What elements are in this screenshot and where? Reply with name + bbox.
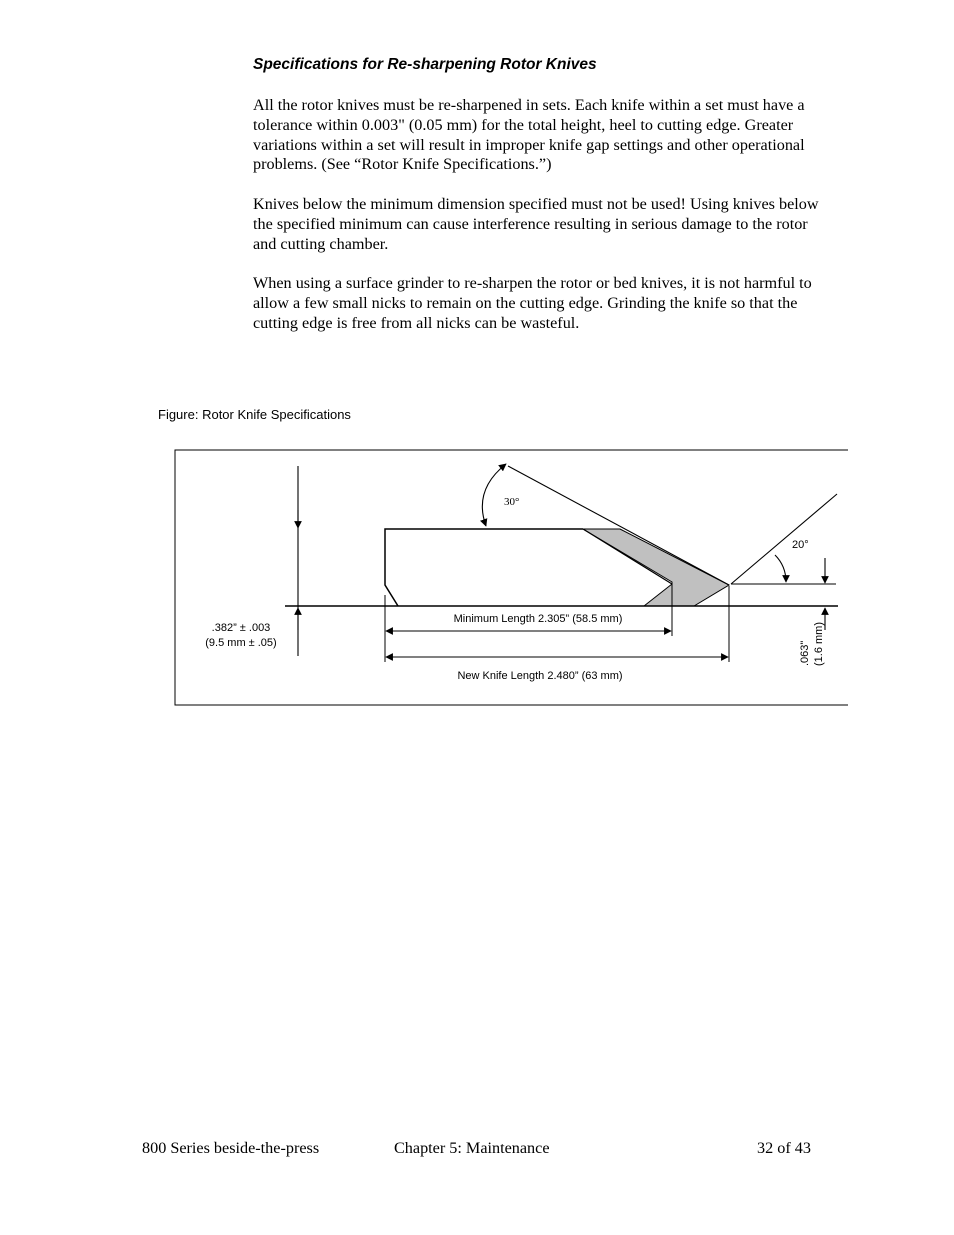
figure-frame [175, 450, 848, 705]
edge-height-label-inches: .063" [799, 640, 811, 666]
figure-caption: Figure: Rotor Knife Specifications [158, 407, 351, 422]
footer-series: 800 Series beside-the-press [142, 1139, 320, 1157]
edge-height-label-mm: (1.6 mm) [813, 622, 825, 666]
knife-outline [385, 529, 583, 606]
angle-label-20: 20° [792, 539, 809, 551]
paragraph-grinding: When using a surface grinder to re-sharpen the rotor or bed knives, it is not harmful to allow a few small nicks to remain on the cutting edge. Grinding the knife so that the cutting edge is free from all nicks can be wasteful. [253, 274, 812, 332]
height-label-mm: (9.5 mm ± .05) [205, 637, 277, 649]
grind-region-lower [644, 584, 672, 606]
angle-arc-20 [775, 555, 786, 582]
section-heading: Specifications for Re-sharpening Rotor Knives [253, 56, 597, 73]
paragraph-minimum-warning: Knives below the minimum dimension specified must not be used! Using knives below the specified minimum can cause interference resulting in serious damage to the rotor and cutting chamber. [253, 195, 819, 253]
footer-page-number: 32 of 43 [757, 1139, 811, 1157]
height-label-inches: .382” ± .003 [211, 622, 271, 634]
angle-arc-30 [482, 464, 506, 526]
angle-label-30: 30° [504, 496, 520, 508]
min-length-label: Minimum Length 2.305” (58.5 mm) [453, 613, 623, 625]
angle-reference-line-top [508, 466, 729, 585]
footer-chapter: Chapter 5: Maintenance [394, 1139, 550, 1157]
paragraph-tolerance: All the rotor knives must be re-sharpened in sets. Each knife within a set must have a tolerance within 0.003" (0.05 mm) for the total height, heel to cutting edge. Greater variations within a set will result in improper knife gap settings and other operational problems. (See “Rotor Knife Specifications.”) [253, 96, 805, 174]
new-length-label: New Knife Length 2.480” (63 mm) [457, 670, 623, 682]
grind-region-upper [583, 529, 729, 606]
